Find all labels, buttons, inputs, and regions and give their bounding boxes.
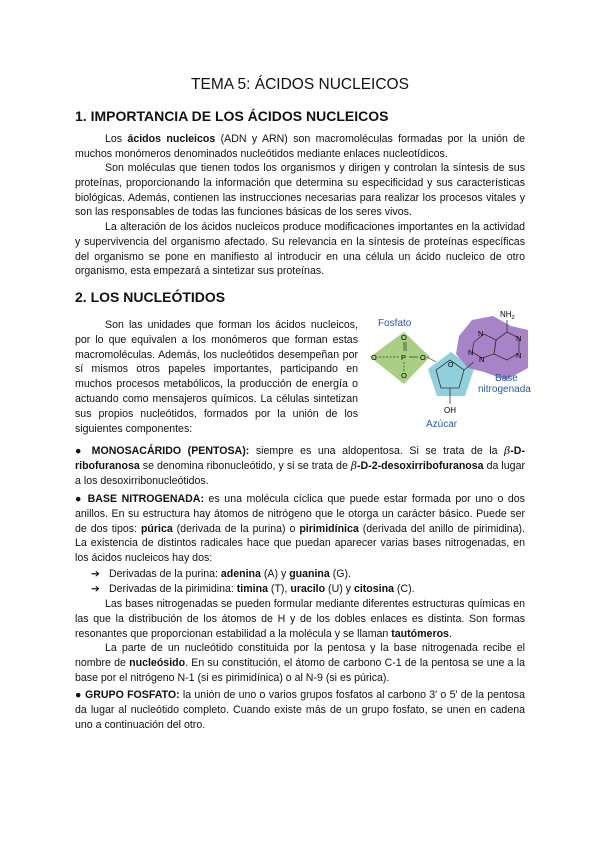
purine-list-item: ➔ Derivadas de la purina: adenina (A) y guanina (G). [91, 568, 351, 580]
s1-paragraph-1: Los ácidos nucleicos (ADN y ARN) son macromoléculas formadas por la unión de muchos monómeros denominados nucleótidos mediante enlaces nucleotídicos. [75, 133, 526, 160]
s2-intro-paragraph: Son las unidades que forman los ácidos nucleicos, por lo que equivalen a los monómeros que forman estas macromoléculas. Además, los nucleótidos desempeñan por sí mismos otros papeles importantes, participando en muchos procesos metabólicos, la producción de energía o actuando como mensajeros químicos. La células sintetizan sus propios nucleótidos, formados por la unión de los siguientes componentes: [75, 319, 358, 435]
arrow-right-icon: ➔ [91, 568, 100, 580]
phosphate-o-left: O [371, 353, 377, 362]
azucar-label: Azúcar [426, 419, 458, 430]
nh2-label: $NH_2$ [500, 310, 515, 321]
s1-paragraph-3: La alteración de los ácidos nucleicos produce modificaciones importantes en la actividad y supervivencia del organismo afectado. Su relevancia en la síntesis de proteínas específicas del organismo se pone en manifiesto al introducir en una célula un ácido nucleico de otro organismo, esta empezará a sintetizar sus proteínas. [75, 221, 525, 278]
phosphate-o-right: O [420, 353, 426, 362]
bullet-icon: ● [75, 445, 92, 457]
bullet-icon: ● [75, 493, 88, 505]
monosacarido-paragraph: ● MONOSACÁRIDO (PENTOSA): siempre es una aldopentosa. Si se trata de la β-D-ribofuranosa se denomina ribonucleótido, y si se trata de β-D-2-desoxirribofuranosa da lugar a los desoxirribonucleótidos. [75, 445, 525, 487]
nitrogenada-label: nitrogenada [478, 384, 531, 395]
phosphate-o-top: O [401, 333, 407, 342]
tautomeros-paragraph: Las bases nitrogenadas se pueden formular mediante diferentes estructuras químicas en las que la distribución de los átomos de H y de los dobles enlaces es distinta. Son formas resonantes que proporcionan estabilidad a la molécula y se llaman tautómeros. [75, 598, 525, 640]
base-n-4: N [516, 351, 522, 360]
sugar-o: O [448, 362, 454, 369]
grupo-fosfato-paragraph: ● GRUPO FOSFATO: la unión de uno o varios grupos fosfatos al carbono 3' o 5' de la pentosa da lugar al nucleótido completo. Cuando existe más de un grupo fosfato, se unen en cadena uno a continuación del otro. [75, 689, 525, 731]
base-nitrogenada-paragraph: ● BASE NITROGENADA: es una molécula cíclica que puede estar formada por uno o dos anillos. En su estructura hay átomos de nitrógeno que le otorga un carácter básico. Puede ser de dos tipos: púrica (derivada de la purina) o pirimidínica (derivada del anillo de pirimidina). La existencia de distintos radicales hace que puedan aparecer varias bases nitrogenadas, en los ácidos nucleicos hay dos: [75, 493, 525, 565]
base-n-5: N [478, 329, 484, 338]
phosphate-p: P [401, 353, 407, 362]
arrow-right-icon: ➔ [91, 583, 100, 595]
section-1-heading: 1. IMPORTANCIA DE LOS ÁCIDOS NUCLEICOS [75, 108, 389, 124]
page-title: TEMA 5: ÁCIDOS NUCLEICOS [191, 76, 409, 93]
nucleosido-paragraph: La parte de un nucleótido constituida por la pentosa y la base nitrogenada recibe el nombre de nucleósido. En su constitución, el átomo de carbono C-1 de la pentosa se une a la base por el nitrógeno N-1 (si es pirimidínica) o al N-9 (si es púrica). [75, 642, 525, 684]
pyrimidine-list-item: ➔ Derivadas de la pirimidina: timina (T), uracilo (U) y citosina (C). [91, 583, 415, 595]
s1-paragraph-2: Son moléculas que tienen todos los organismos y dirigen y controlan la síntesis de sus proteínas, proporcionando la información que determina su especificidad y sus características biológicas. Además, contienen las instrucciones necesarias para realizar los procesos vitales y son las responsables de todas las funciones básicas de los seres vivos. [75, 162, 525, 219]
base-label: Base [495, 373, 518, 384]
sugar-oh: OH [444, 406, 456, 415]
base-n-1: N [468, 348, 474, 357]
nucleotide-figure [366, 306, 536, 434]
bullet-icon: ● [75, 689, 85, 701]
fosfato-label: Fosfato [378, 318, 412, 329]
phosphate-o-bottom: O [401, 371, 407, 380]
section-2-heading: 2. LOS NUCLEÓTIDOS [75, 289, 226, 305]
base-n-3: N [516, 334, 522, 343]
base-n-2: N [479, 355, 485, 364]
